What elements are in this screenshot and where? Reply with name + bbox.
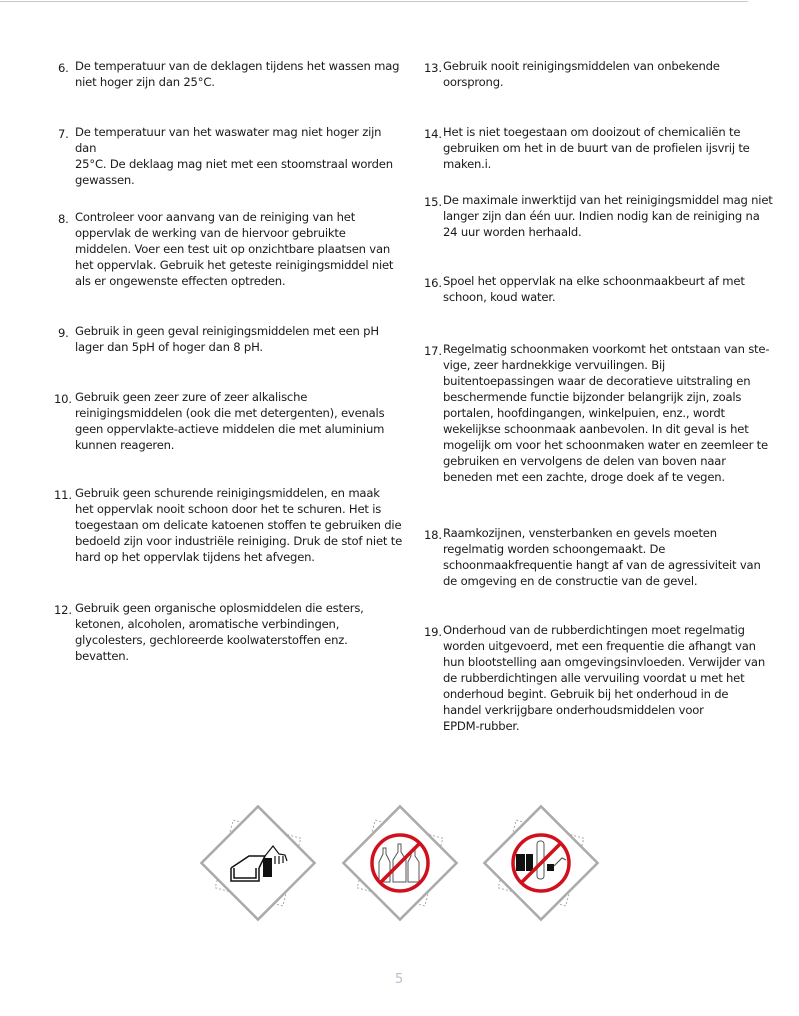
item-number: 11. bbox=[54, 488, 72, 502]
item-number: 17. bbox=[424, 344, 442, 358]
item-number: 12. bbox=[54, 603, 72, 617]
item-number: 19. bbox=[424, 625, 442, 639]
item-text: De maximale inwerktijd van het reinigingsmiddel mag niet langer zijn dan één uur. Indien nodig kan de reiniging na 24 uur worden herhaald. bbox=[443, 193, 773, 239]
page-number: 5 bbox=[395, 972, 404, 987]
item-text: Gebruik geen schurende reinigingsmiddelen, en maak het oppervlak nooit schoon door het te schuren. Het is toegestaan om delicate katoenen stoffen te gebruiken die bedoeld zijn voor industriële reiniging. Druk de stof niet te hard op het oppervlak tijdens het afvegen. bbox=[75, 486, 402, 564]
item-number: 15. bbox=[424, 195, 442, 209]
item-text: Raamkozijnen, vensterbanken en gevels moeten regelmatig worden schoongemaakt. De schoonmaakfrequentie hangt af van de agressiviteit van de omgeving en de constructie van de gevel. bbox=[443, 526, 761, 588]
item-number: 13. bbox=[424, 61, 442, 75]
item-number: 14. bbox=[424, 127, 442, 141]
item-number: 7. bbox=[58, 127, 69, 141]
item-text: Spoel het oppervlak na elke schoonmaakbeurt af met schoon, koud water. bbox=[443, 274, 745, 304]
item-text: Gebruik geen organische oplosmiddelen die esters, ketonen, alcoholen, aromatische verbindingen, glycolesters, gechloreerde koolwaterstoffen enz. bevatten. bbox=[75, 601, 364, 663]
item-number: 9. bbox=[58, 326, 69, 340]
item-text: Het is niet toegestaan om dooizout of chemicaliën te gebruiken om het in de buurt van de profielen ijsvrij te maken.i. bbox=[443, 125, 750, 171]
item-text: Gebruik nooit reinigingsmiddelen van onbekende oorsprong. bbox=[443, 59, 720, 89]
no-toxic-chemicals-icon bbox=[335, 798, 465, 928]
item-text: Gebruik in geen geval reinigingsmiddelen met een pH lager dan 5pH of hoger dan 8 pH. bbox=[75, 324, 379, 354]
item-text: Gebruik geen zeer zure of zeer alkalische reinigingsmiddelen (ook die met detergenten), evenals geen oppervlakte-actieve middelen die met aluminium kunnen reageren. bbox=[75, 390, 385, 452]
item-number: 16. bbox=[424, 276, 442, 290]
item-text: De temperatuur van de deklagen tijdens het wassen mag niet hoger zijn dan 25°C. bbox=[75, 59, 400, 89]
item-number: 8. bbox=[58, 212, 69, 226]
item-text: De temperatuur van het waswater mag niet hoger zijn dan 25°C. De deklaag mag niet met een stoomstraal worden gewassen. bbox=[75, 125, 393, 187]
item-text: Controleer voor aanvang van de reiniging van het oppervlak de werking van de hiervoor gebruikte middelen. Voer een test uit op onzichtbare plaatsen van het oppervlak. Gebruik het geteste reinigingsmiddel niet als er ongewenste effecten optreden. bbox=[75, 210, 394, 288]
soft-cloth-gloves-icon bbox=[193, 798, 323, 928]
item-text: Onderhoud van de rubberdichtingen moet regelmatig worden uitgevoerd, met een frequentie die afhangt van hun blootstelling aan omgevingsinvloeden. Verwijder van de rubberdichtingen alle vervuiling voordat u met het onderhoud begint. Gebruik bij het onderhoud in de handel verkrijgbare onderhoudsmiddelen voor EPDM-rubber. bbox=[443, 623, 765, 733]
top-rule bbox=[0, 1, 748, 2]
item-number: 6. bbox=[58, 61, 69, 75]
item-number: 18. bbox=[424, 528, 442, 542]
item-text: Regelmatig schoonmaken voorkomt het ontstaan van ste- vige, zeer hardnekkige vervuilingen. Bij buitentoepassingen waar de decoratieve uitstraling en beschermende functie bijzonder belangrijk zijn, zoals portalen, hoofdingangen, winkelpuien, enz., wordt wekelijkse schoonmaak aanbevolen. In dit geval is het mogelijk om voor het schoonmaken water en zeemleer te gebruiken en vervolgens de delen van boven naar beneden met een zachte, droge doek af te vegen. bbox=[443, 342, 770, 484]
no-abrasive-tools-icon bbox=[476, 798, 606, 928]
item-number: 10. bbox=[54, 392, 72, 406]
